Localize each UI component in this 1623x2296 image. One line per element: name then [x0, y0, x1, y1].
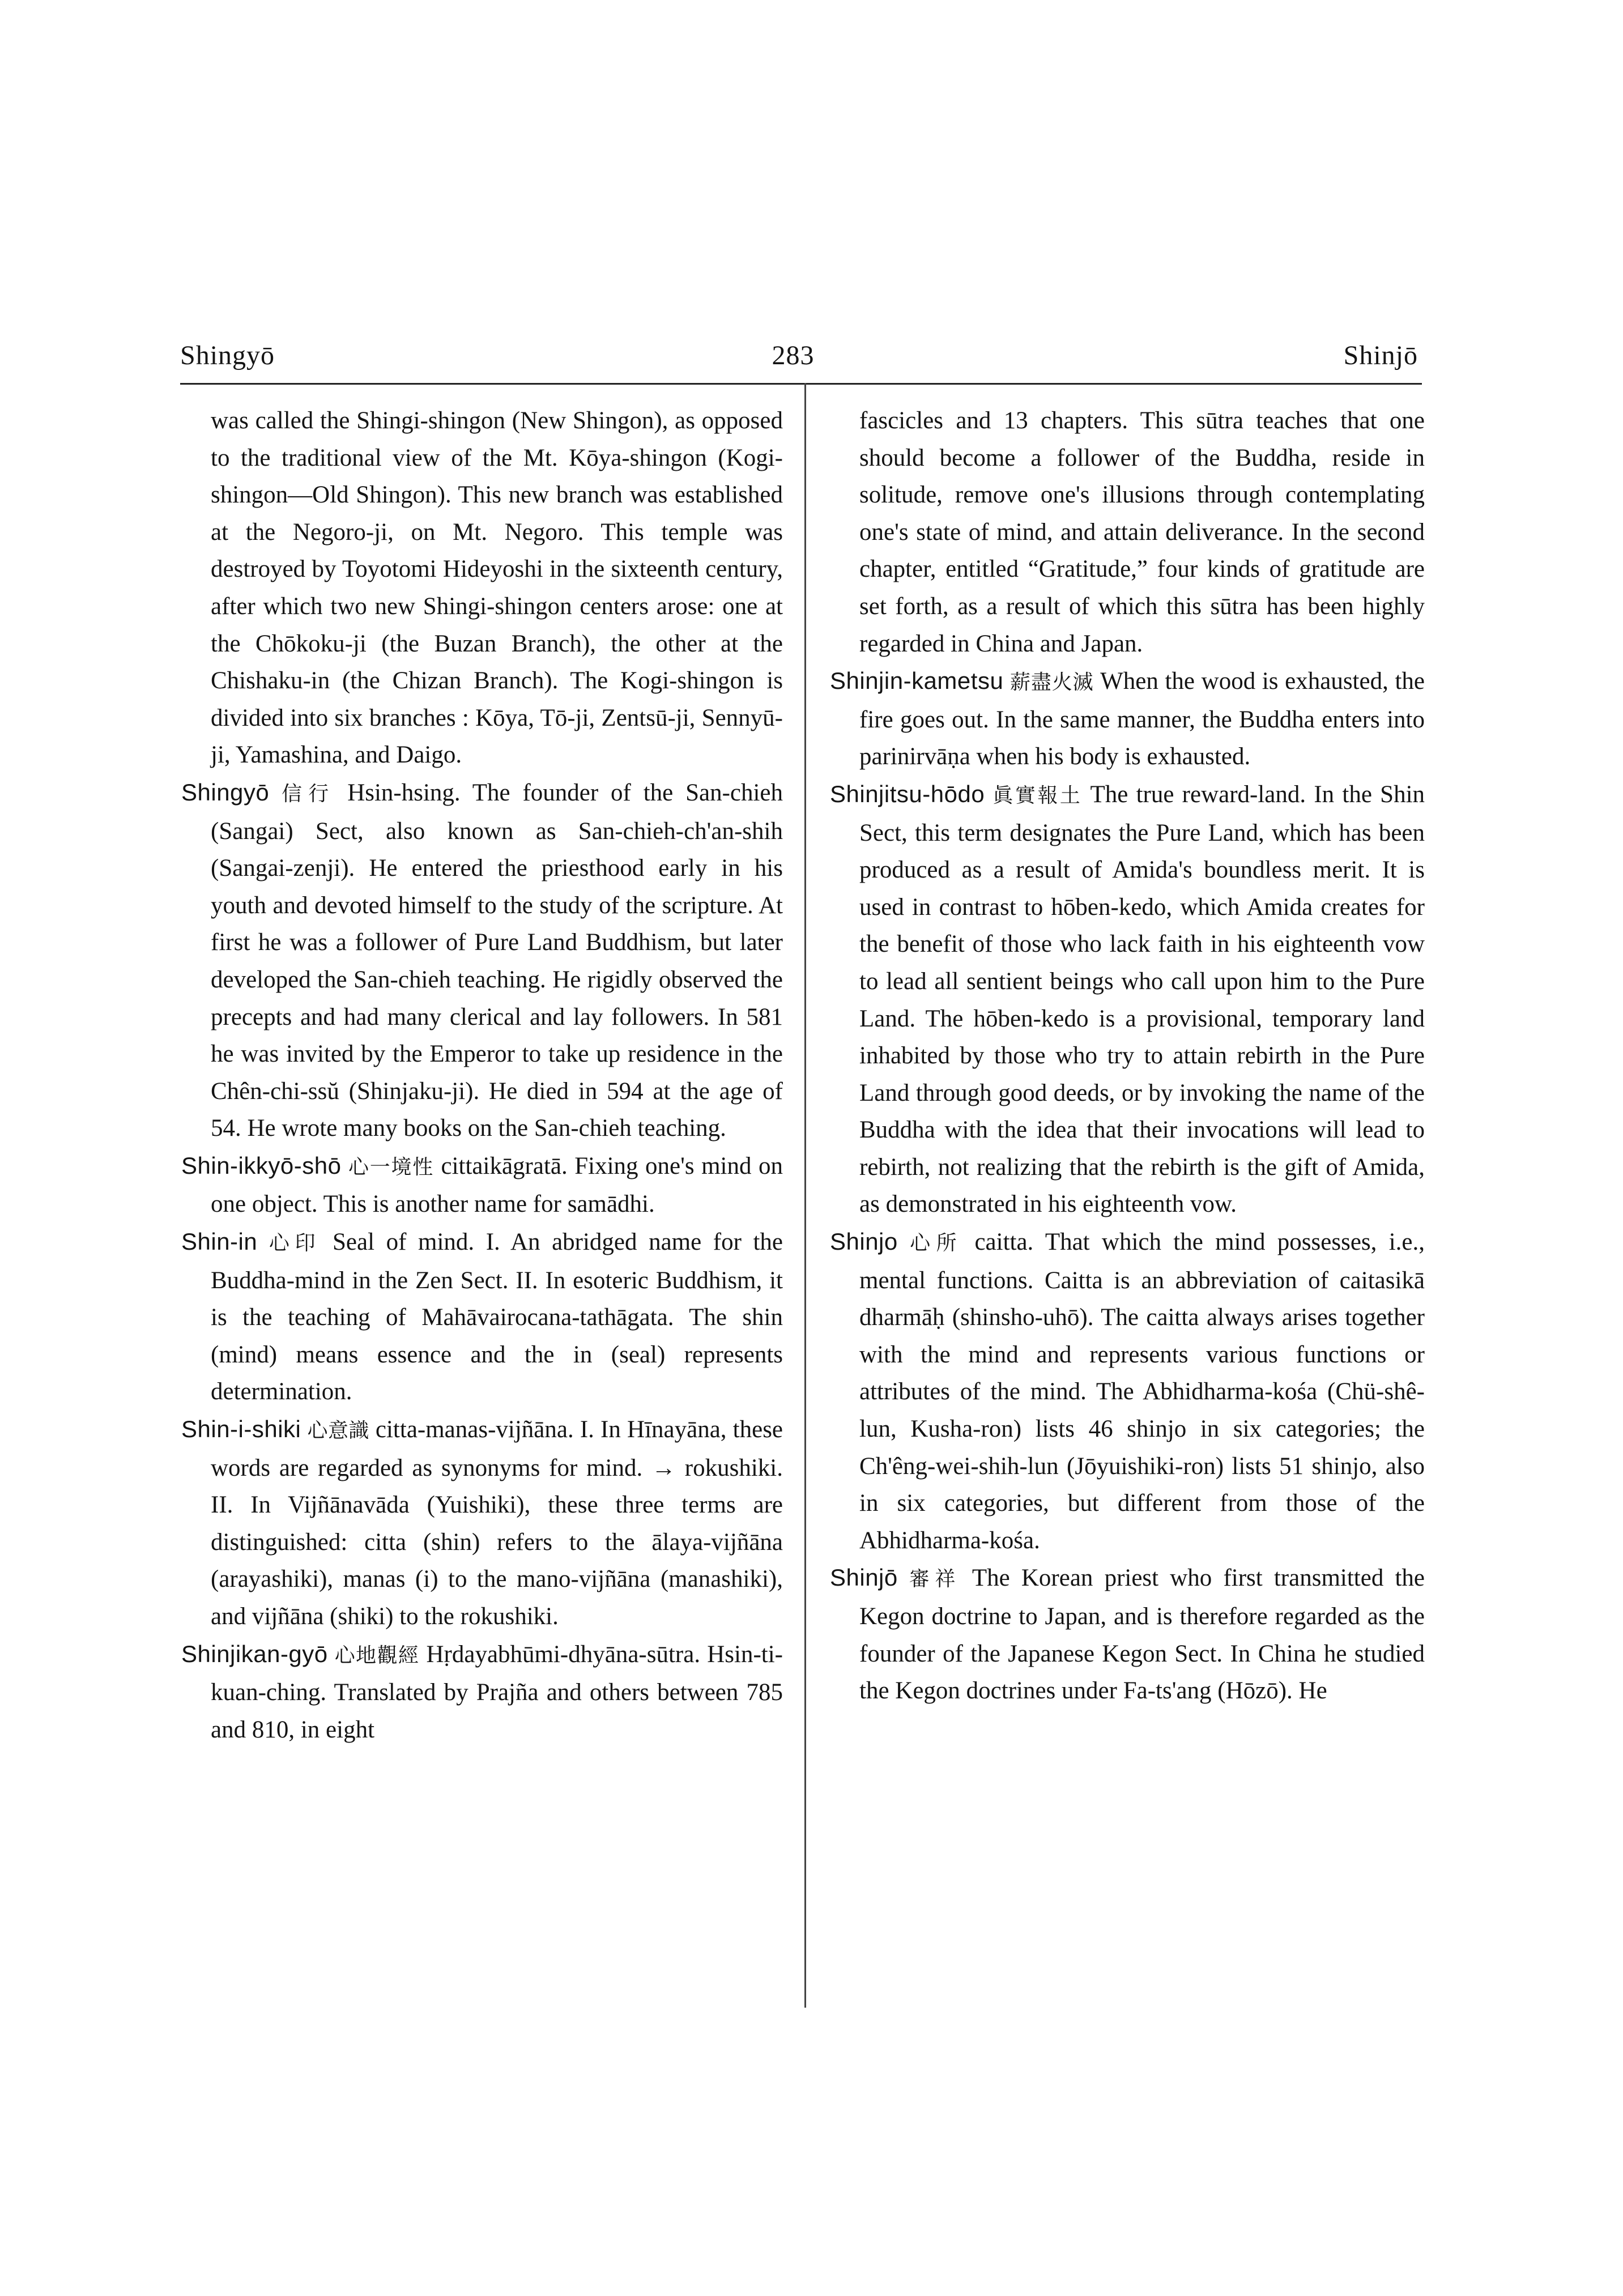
- continued-entry: [181, 402, 783, 774]
- entry-text: The true reward-land. In the Shin Sect, this term designates the Pure Land, which has been produced as a result of Amida's boundless merit. It is used in contrast to hōben-kedo, which Amida creates for the benefit of those who lack faith in his eighteenth vow to lead all sentient beings who call upon him to the Pure Land. The hōben-kedo is a provisional, temporary land inhabited by those who try to attain rebirth in the Pure Land through good deeds, or by invoking the name of the Buddha with the idea that their invocations will lead to rebirth, not realizing that the rebirth is the gift of Amida, as demonstrated in his eighteenth vow.: [859, 781, 1425, 1218]
- dictionary-entry: [181, 1147, 783, 1223]
- entry-kanji: 心一境性: [348, 1155, 434, 1179]
- entry-text: fascicles and 13 chapters. This sūtra teaches that one should become a follower of the Buddha, reside in solitude, remove one's illusions through contemplating one's state of mind, and attain deliverance. In the second chapter, entitled “Gratitude,” four kinds of gratitude are set forth, as a result of which this sūtra has been highly regarded in China and Japan.: [859, 407, 1425, 657]
- running-head-right: Shinjō: [1343, 340, 1418, 370]
- header-rule: [180, 383, 1422, 385]
- entry-headword: Shingyō: [181, 778, 270, 806]
- continued-entry: [830, 402, 1425, 662]
- entry-text: Hsin-hsing. The founder of the San-chieh (Sangai) Sect, also known as San-chieh-ch'an-shih (Sangai-zenji). He entered the priesthood early in his youth and devoted himself to the study of the scripture. At first he was a follower of Pure Land Buddhism, but later developed the San-chieh teaching. He rigidly observed the precepts and had many clerical and lay followers. In 581 he was invited by the Emperor to take up residence in the Chên-chi-ssŭ (Shinjaku-ji). He died in 594 at the age of 54. He wrote many books on the San-chieh teaching.: [211, 779, 783, 1142]
- entry-text: Hṛdayabhūmi-dhyāna-sūtra. Hsin-ti-kuan-ching. Translated by Prajña and others between 785 and 810, in eight: [211, 1641, 783, 1743]
- entry-text: citta-manas-vijñāna. I. In Hīnayāna, these words are regarded as synonyms for mind. → rokushiki. II. In Vijñānavāda (Yuishiki), these three terms are distinguished: citta (shin) refers to the ālaya-vijñāna (arayashiki), manas (i) to the mano-vijñāna (manashiki), and vijñāna (shiki) to the rokushiki.: [211, 1416, 783, 1630]
- entry-kanji: 心印: [269, 1232, 321, 1255]
- dictionary-entry: [181, 1223, 783, 1411]
- entry-kanji: 心意識: [307, 1419, 369, 1443]
- entry-text: When the wood is exhausted, the fire goes out. In the same manner, the Buddha enters into parinirvāṇa when his body is exhausted.: [859, 668, 1425, 770]
- entry-kanji: 審祥: [909, 1567, 961, 1591]
- dictionary-entry: [830, 776, 1425, 1223]
- dictionary-entry: [830, 1223, 1425, 1559]
- entry-text: was called the Shingi-shingon (New Shingon), as opposed to the traditional view of the Mt. Kōya-shingon (Kogi-shingon—Old Shingon). This new branch was established at the Negoro-ji, on Mt. Negoro. This temple was destroyed by Toyotomi Hideyoshi in the sixteenth century, after which two new Shingi-shingon centers arose: one at the Chōkoku-ji (the Buzan Branch), the other at the Chishaku-in (the Chizan Branch). The Kogi-shingon is divided into six branches : Kōya, Tō-ji, Zentsū-ji, Sennyū-ji, Yamashina, and Daigo.: [211, 407, 783, 769]
- entry-text: The Korean priest who first transmitted the Kegon doctrine to Japan, and is therefore regarded as the founder of the Japanese Kegon Sect. In China he studied the Kegon doctrines under Fa-ts'ang (Hōzō). He: [859, 1565, 1425, 1705]
- entry-headword: Shin-in: [181, 1228, 258, 1255]
- right-column: [830, 402, 1425, 1710]
- dictionary-entry: [181, 1411, 783, 1635]
- page-number: 283: [772, 340, 815, 370]
- entry-headword: Shin-ikkyō-shō: [181, 1152, 342, 1179]
- entry-text: cittaikāgratā. Fixing one's mind on one object. This is another name for samādhi.: [211, 1152, 783, 1218]
- column-divider: [804, 383, 806, 2008]
- dictionary-entry: [830, 662, 1425, 776]
- entry-text: Seal of mind. I. An abridged name for the Buddha-mind in the Zen Sect. II. In esoteric Buddhism, it is the teaching of Mahāvairocana-tathāgata. The shin (mind) means essence and the in (seal) represents determination.: [211, 1229, 783, 1405]
- entry-kanji: 眞實報土: [992, 783, 1083, 807]
- left-column: [181, 402, 783, 1748]
- entry-headword: Shinjin-kametsu: [830, 667, 1004, 695]
- dictionary-entry: [181, 1635, 783, 1749]
- dictionary-entry: [181, 774, 783, 1147]
- running-head-left: Shingyō: [180, 340, 275, 370]
- entry-kanji: 心地觀經: [334, 1643, 420, 1667]
- entry-kanji: 信行: [282, 782, 335, 806]
- entry-headword: Shinjitsu-hōdo: [830, 780, 985, 807]
- entry-headword: Shin-i-shiki: [181, 1416, 301, 1443]
- entry-kanji: 薪盡火滅: [1009, 671, 1094, 695]
- dictionary-entry: [830, 1559, 1425, 1709]
- entry-headword: Shinjo: [830, 1228, 898, 1255]
- entry-text: caitta. That which the mind possesses, i.e., mental functions. Caitta is an abbreviation of caitasikā dharmāḥ (shinsho-uhō). The caitta always arises together with the mind and represents various functions or attributes of the mind. The Abhidharma-kośa (Chü-shê-lun, Kusha-ron) lists 46 shinjo in six categories; the Ch'êng-wei-shih-lun (Jōyuishiki-ron) lists 51 shinjo, also in six categories, but different from those of the Abhidharma-kośa.: [859, 1229, 1425, 1554]
- entry-headword: Shinjikan-gyō: [181, 1640, 328, 1667]
- entry-headword: Shinjō: [830, 1564, 898, 1591]
- entry-kanji: 心所: [910, 1232, 963, 1255]
